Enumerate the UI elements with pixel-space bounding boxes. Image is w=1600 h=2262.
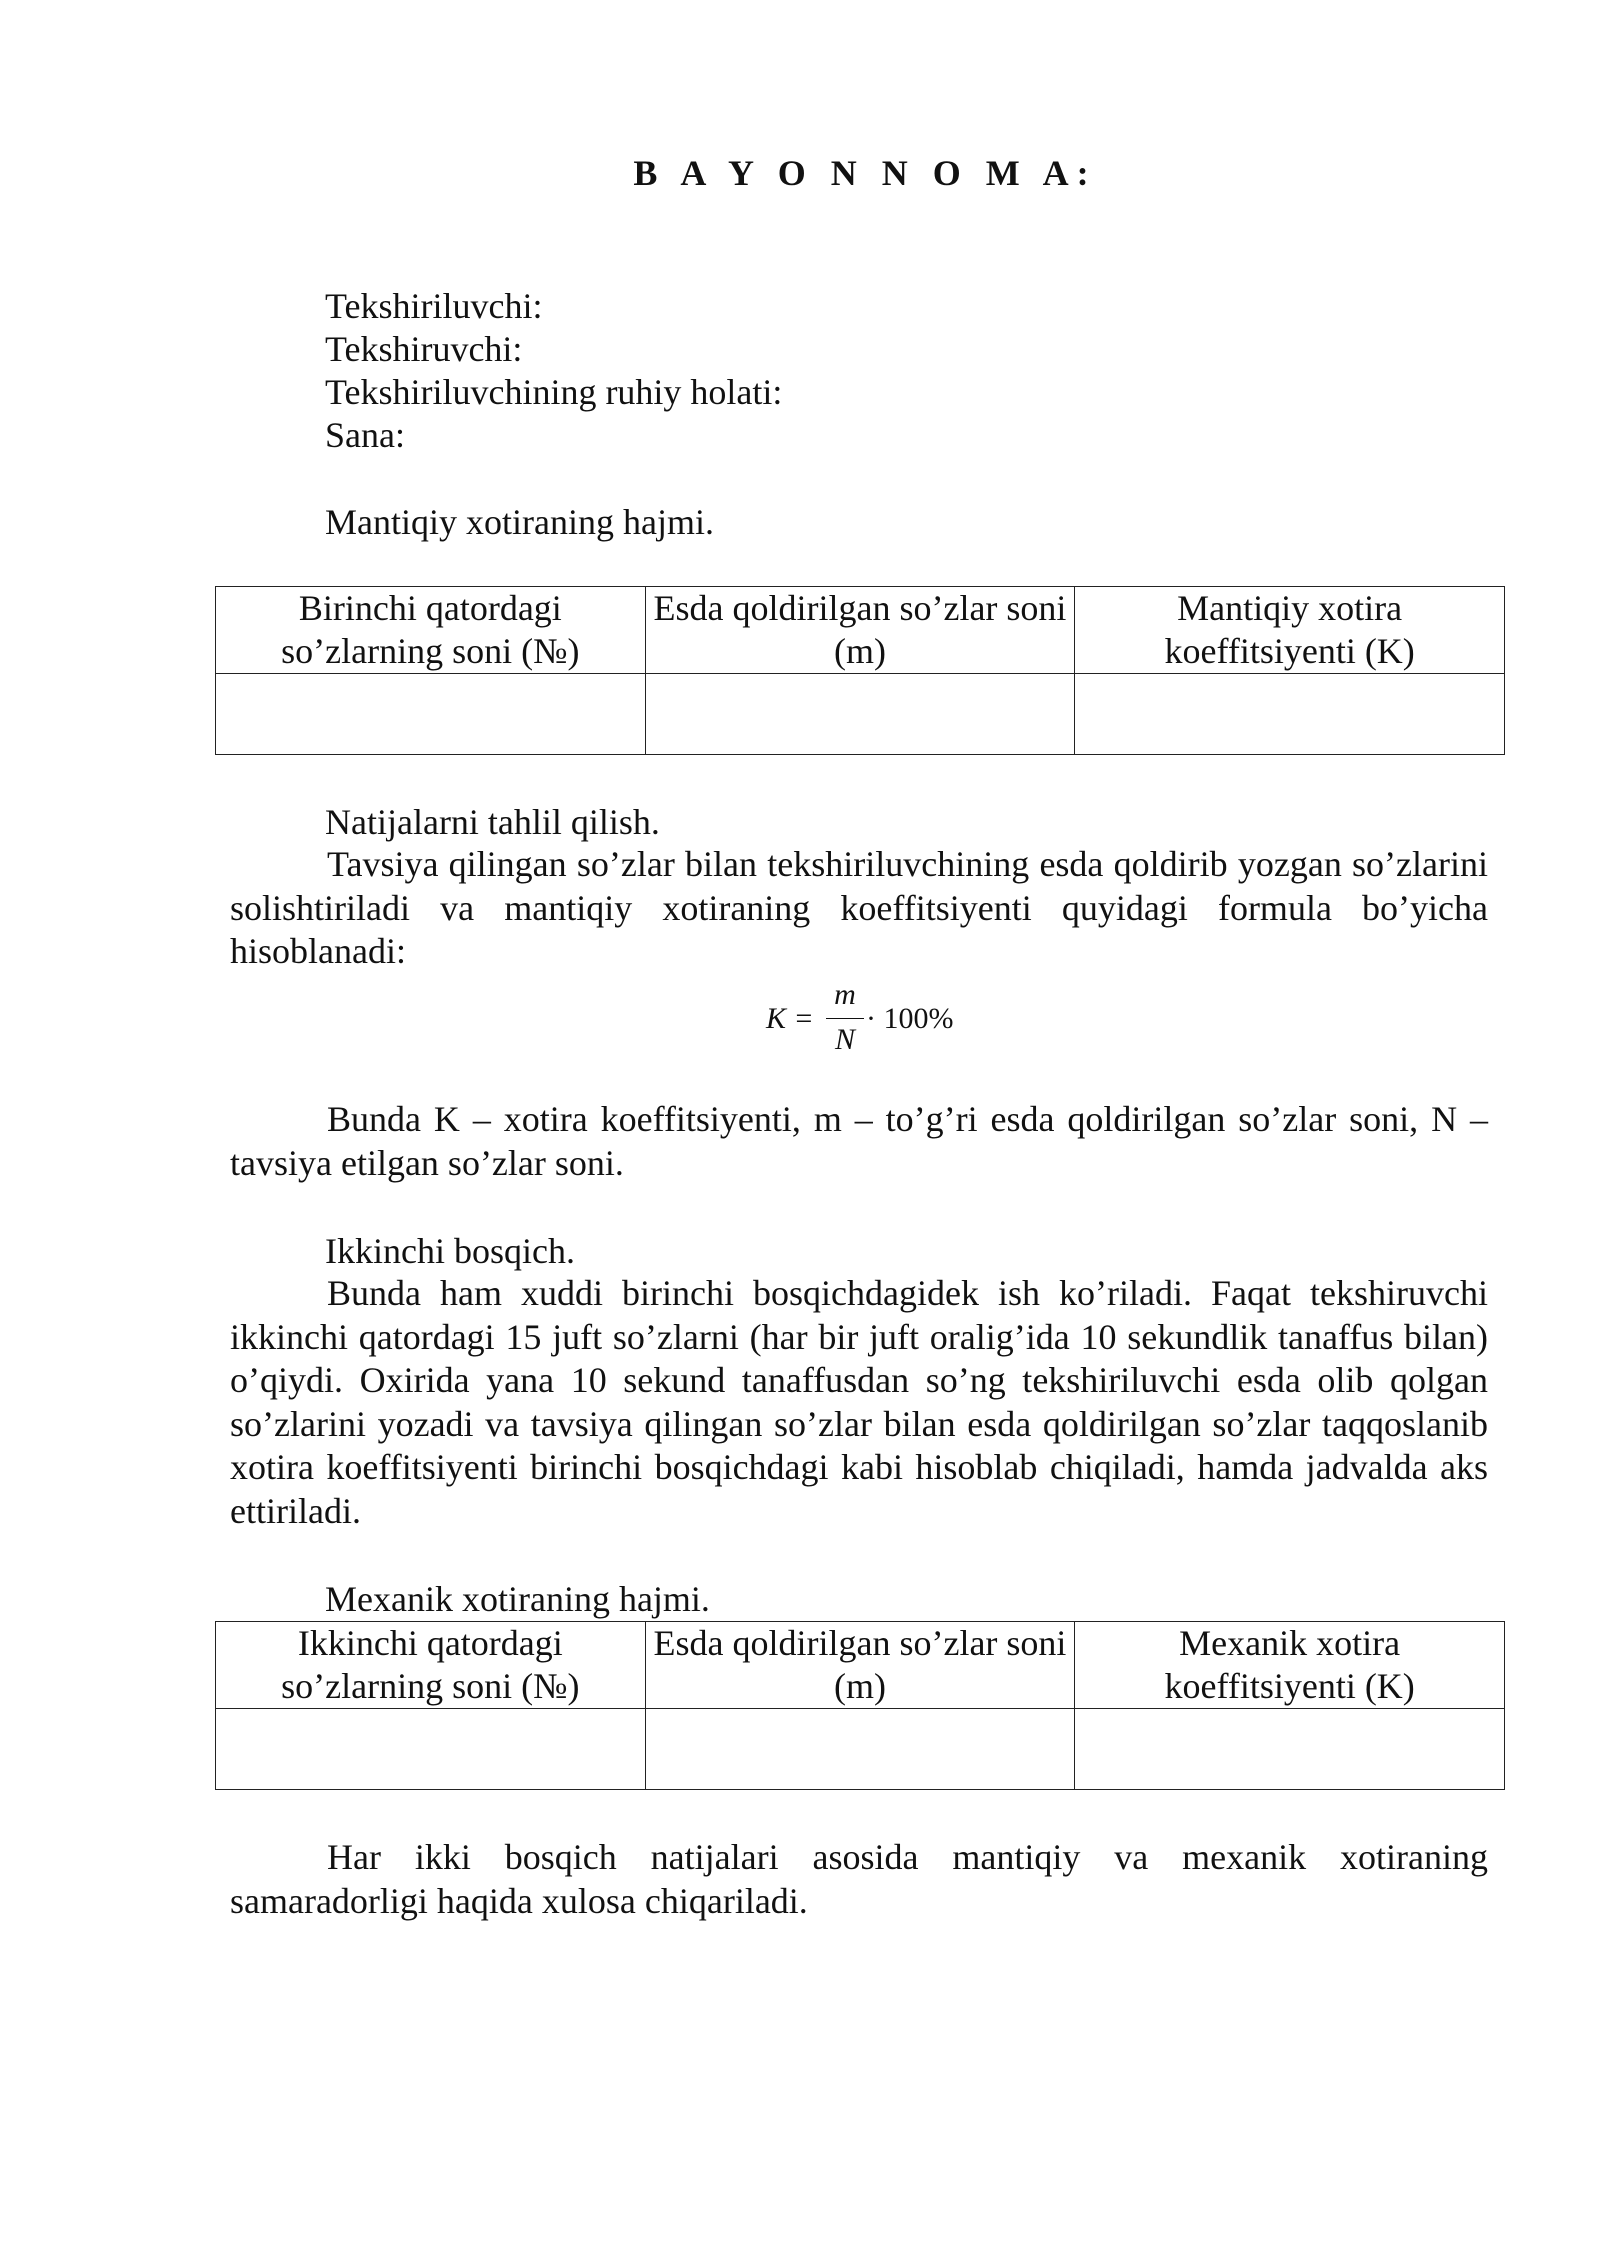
table-cell bbox=[216, 674, 646, 755]
mechanical-memory-table bbox=[215, 1621, 1505, 1790]
logical-memory-table bbox=[215, 586, 1505, 755]
logical-memory-heading: Mantiqiy xotiraning hajmi. bbox=[325, 502, 714, 542]
table-header-row bbox=[216, 587, 1505, 674]
table-row bbox=[216, 674, 1505, 755]
formula-denominator: N bbox=[834, 1023, 855, 1056]
table-cell bbox=[216, 1709, 646, 1790]
analysis-heading: Natijalarni tahlil qilish. bbox=[325, 802, 660, 842]
table-row bbox=[216, 1709, 1505, 1790]
table-header-row bbox=[216, 1622, 1505, 1709]
header-cell-coefficient: Mexanik xotira koeffitsiyenti (K) bbox=[1075, 1622, 1505, 1709]
table-cell bbox=[1075, 674, 1505, 755]
date-field: Sana: bbox=[325, 415, 405, 455]
formula-fraction bbox=[826, 978, 864, 1057]
table-cell bbox=[645, 1709, 1075, 1790]
header-cell-remembered-words: Esda qoldirilgan so’zlar soni (m) bbox=[645, 1622, 1075, 1709]
document-title: B A Y O N N O M A: bbox=[633, 153, 1097, 193]
header-cell-word-count: Ikkinchi qatordagi so’zlarning soni (№) bbox=[216, 1622, 646, 1709]
analysis-paragraph: Tavsiya qilingan so’zlar bilan tekshiriluvchining esda qoldirib yozgan so’zlarini solishtiriladi va mantiqiy xotiraning koeffitsiyenti quyidagi formula bo’yicha hisoblanadi: bbox=[230, 844, 1488, 972]
header-cell-remembered-words: Esda qoldirilgan so’zlar soni (m) bbox=[645, 587, 1075, 674]
formula-lhs: K = bbox=[766, 1002, 814, 1035]
examinee-field: Tekshiriluvchi: bbox=[325, 286, 543, 326]
stage2-paragraph: Bunda ham xuddi birinchi bosqichdagidek ish ko’riladi. Faqat tekshiruvchi ikkinchi qatordagi 15 juft so’zlarni (har bir juft oralig’ida 10 sekundlik tanaffus bilan) o’qiydi. Oxirida yana 10 sekund tanaffusdan so’ng tekshiriluvchi esda olib qolgan so’zlarini yozadi va tavsiya qilingan so’zlar bilan esda qoldirilgan so’zlar taqqoslanib xotira koeffitsiyenti birinchi bosqichdagi kabi hisoblab chiqiladi, hamda jadvalda aks ettiriladi. bbox=[230, 1273, 1488, 1531]
formula-numerator: m bbox=[834, 978, 856, 1011]
mechanical-memory-heading: Mexanik xotiraning hajmi. bbox=[325, 1579, 710, 1619]
header-cell-coefficient: Mantiqiy xotira koeffitsiyenti (K) bbox=[1075, 587, 1505, 674]
stage2-heading: Ikkinchi bosqich. bbox=[325, 1231, 575, 1271]
conclusion-paragraph: Har ikki bosqich natijalari asosida mantiqiy va mexanik xotiraning samaradorligi haqida xulosa chiqariladi. bbox=[230, 1837, 1488, 1921]
fraction-bar bbox=[826, 1018, 864, 1019]
table-cell bbox=[645, 674, 1075, 755]
header-cell-word-count: Birinchi qatordagi so’zlarning soni (№) bbox=[216, 587, 646, 674]
examiner-field: Tekshiruvchi: bbox=[325, 329, 523, 369]
formula-explanation: Bunda K – xotira koeffitsiyenti, m – to’g’ri esda qoldirilgan so’zlar soni, N – tavsiya etilgan so’zlar soni. bbox=[230, 1099, 1488, 1183]
formula-multiplier: · 100% bbox=[866, 1002, 954, 1035]
table-cell bbox=[1075, 1709, 1505, 1790]
mental-state-field: Tekshiriluvchining ruhiy holati: bbox=[325, 372, 783, 412]
